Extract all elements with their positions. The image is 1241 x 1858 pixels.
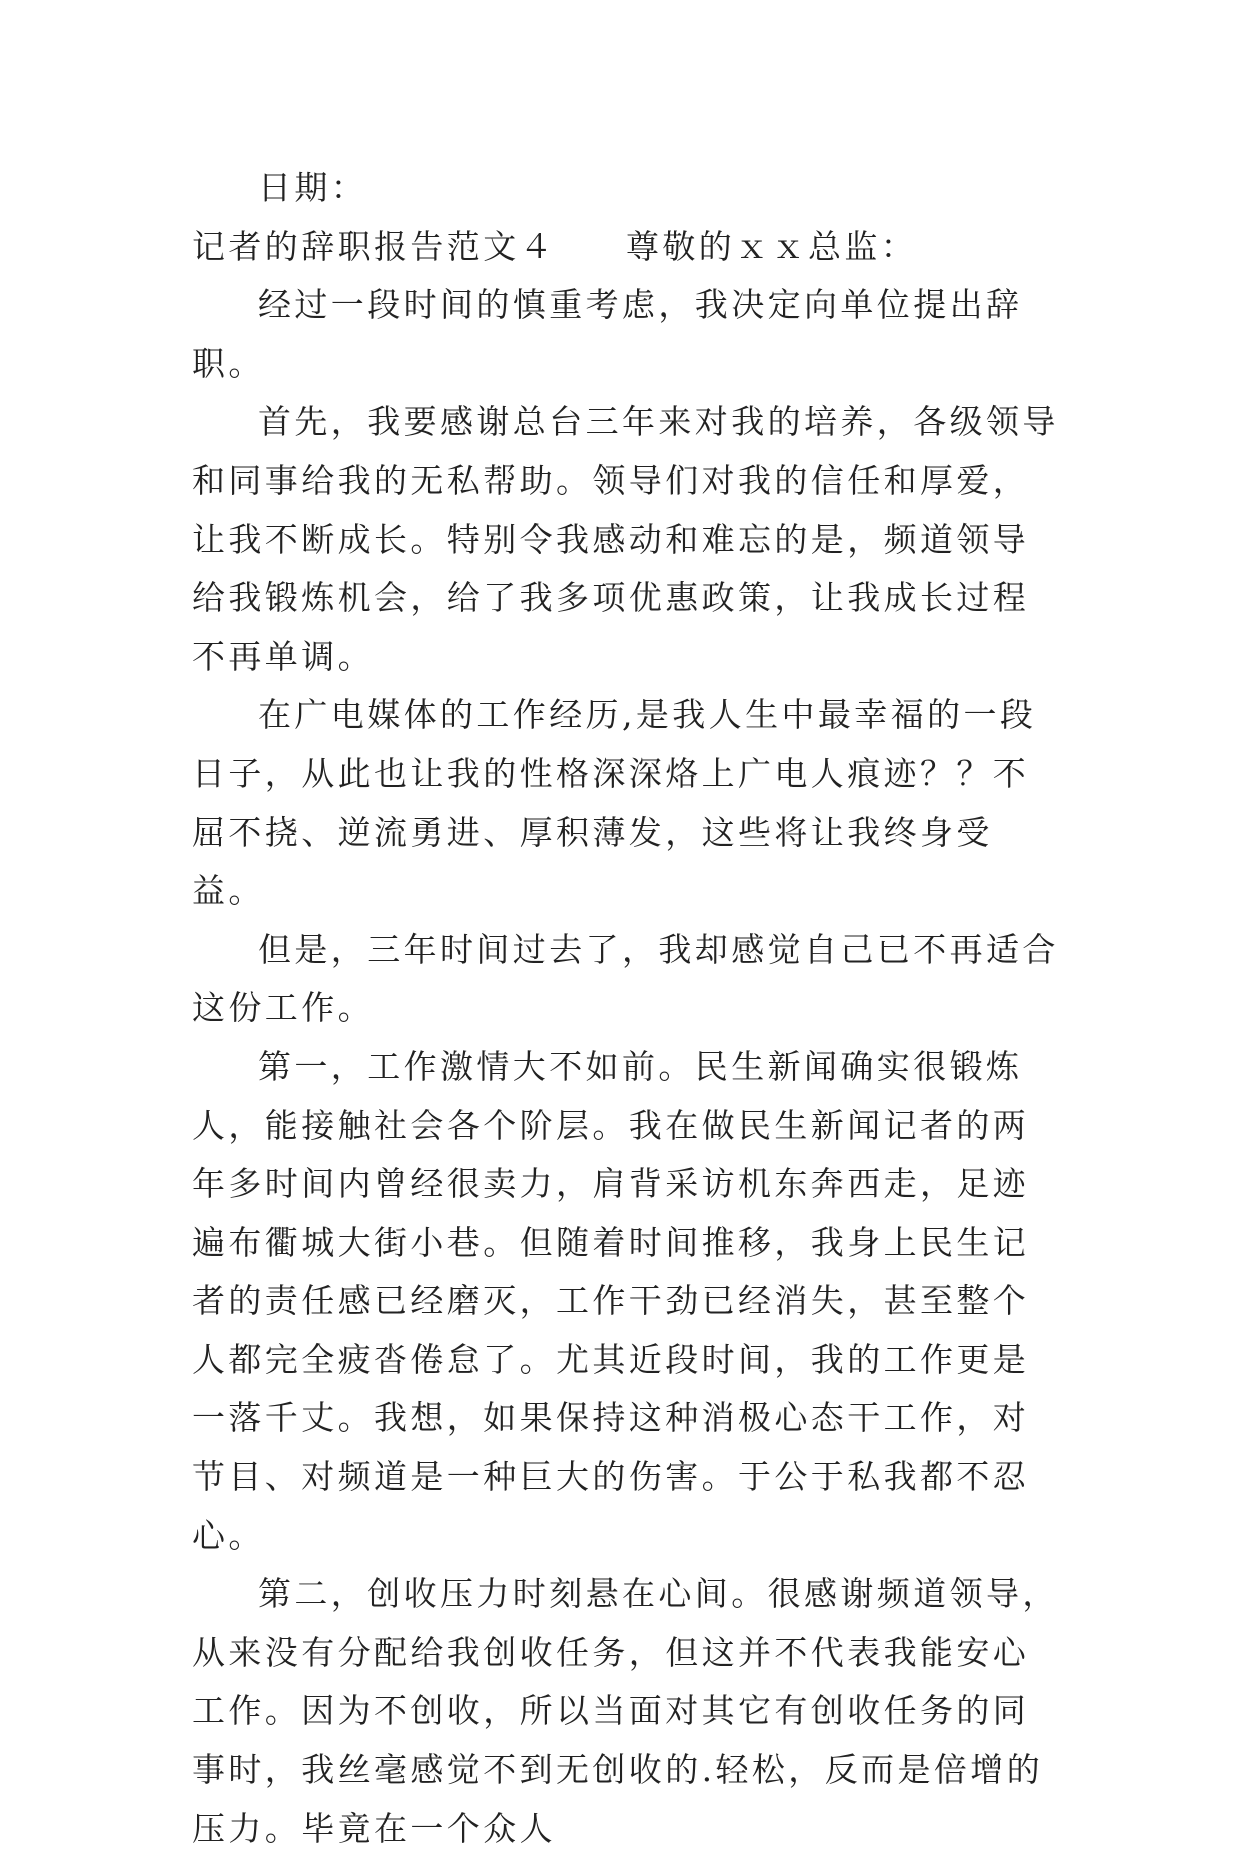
paragraph: 第二，创收压力时刻悬在心间。很感谢频道领导，从来没有分配给我创收任务，但这并不代表我能安心工作。因为不创收，所以当面对其它有创收任务的同事时，我丝毫感觉不到无创收的.轻松，反而是倍增的压力。毕竟在一个众人 xyxy=(192,1574,1059,1848)
document-body xyxy=(192,159,1062,1858)
paragraph: 第一，工作激情大不如前。民生新闻确实很锻炼人，能接触社会各个阶层。我在做民生新闻记者的两年多时间内曾经很卖力，肩背采访机东奔西走，足迹遍布衢城大街小巷。但随着时间推移，我身上民生记者的责任感已经磨灭，工作干劲已经消失，甚至整个人都完全疲沓倦怠了。尤其近段时间，我的工作更是一落千丈。我想，如果保持这种消极心态干工作，对节目、对频道是一种巨大的伤害。于公于私我都不忍心。 xyxy=(192,1046,1030,1555)
paragraph: 经过一段时间的慎重考虑，我决定向单位提出辞职。 xyxy=(192,285,1023,383)
salutation: 尊敬的ｘｘ总监： xyxy=(626,226,918,266)
paragraph: 首先，我要感谢总台三年来对我的培养，各级领导和同事给我的无私帮助。领导们对我的信任和厚爱，让我不断成长。特别令我感动和难忘的是，频道领导给我锻炼机会，给了我多项优惠政策，让我成长过程不再单调。 xyxy=(192,402,1059,676)
date-label: 日期： xyxy=(258,168,368,207)
document-title: 记者的辞职报告范文４ xyxy=(192,226,556,266)
paragraph: 在广电媒体的工作经历,是我人生中最幸福的一段日子，从此也让我的性格深深烙上广电人痕迹？？不屈不挠、逆流勇进、厚积薄发，这些将让我终身受益。 xyxy=(192,695,1037,911)
title-line xyxy=(192,218,1062,277)
paragraph: 但是，三年时间过去了，我却感觉自己已不再适合这份工作。 xyxy=(192,929,1059,1028)
